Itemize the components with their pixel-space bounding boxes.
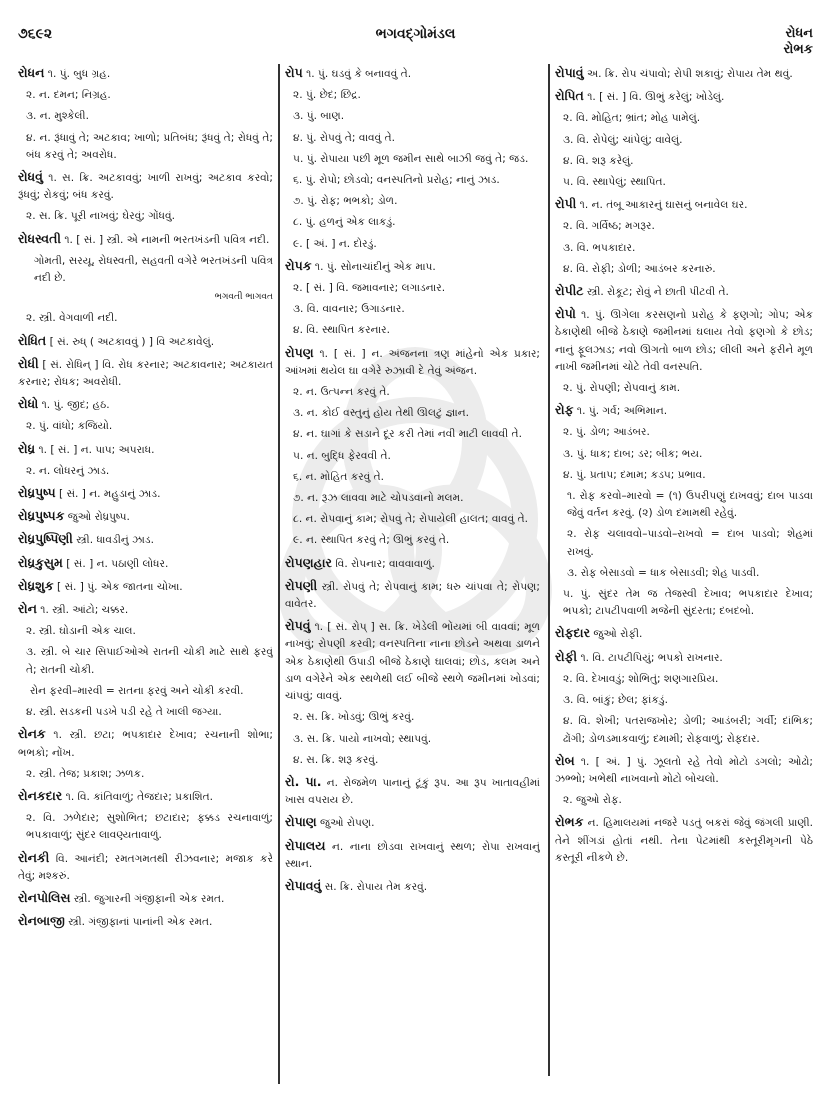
sense-line: ૨. ન. દમન; નિગ્રહ.: [26, 89, 111, 102]
sense-line: ૨. વિ. મોહિત; ભ્રાંત; મોહ પામેલું.: [563, 112, 701, 125]
sense-text: ૧. [ અં. ] પું. ઝૂલતો રહે તેવો મોટો ડગલો; ઓઢો; ઝભ્ભો; ખભેથી નાખવાનો મોટો બોચલો.: [555, 755, 813, 785]
sense-text: સ્ત્રી. રોપવું તે; રોપવાનું કામ; ધરુ ચાંપવા તે; રોપણ; વાવેતર.: [285, 580, 540, 611]
guide-word-last: રોભક: [783, 42, 813, 57]
dictionary-entry: [18, 355, 273, 391]
sense-text: વિ. રોપનાર; વાવવાવાળું.: [335, 557, 435, 570]
sense-line: ૪. વિ. રોફી; ડોળી; આડંબર કરનારું.: [563, 262, 716, 275]
sense-line: ૪. વિ. શરૂ કરેલું.: [563, 154, 634, 167]
headword: રોપાણ: [285, 814, 317, 830]
sense-text: ૧. [ સં. ] વિ. ઊભું કરેલું; ખોડેલું.: [587, 91, 725, 104]
sense-line: ૩. સ. ક્રિ. પાયો નાખવો; સ્થાપવું.: [293, 732, 432, 745]
headword: રોપક: [285, 257, 312, 273]
dictionary-entry: [18, 849, 273, 885]
dictionary-entry: [285, 257, 540, 276]
sense-text: ૧. સ્ત્રી. આંટો; ચક્કર.: [40, 604, 129, 617]
dictionary-entry: [555, 648, 813, 667]
sense-line: ૭. પું. રોફ; ભભકો; ડોળ.: [293, 195, 398, 208]
headword: રોધી: [18, 355, 39, 371]
headword: રોધ્રપુષ્પક: [18, 508, 65, 524]
sense-line: ૮. ન. રોપવાનું કામ; રોપવું તે; રોપાયેલી હાલત; વાવવું તે.: [293, 513, 528, 526]
sense-line: ૨. [ સં. ] વિ. જમાવનાર; લગાડનાર.: [293, 282, 446, 295]
sense-line: ૩. વિ. રોપેલું; ચાંપેલું; વાવેલું.: [563, 133, 683, 146]
dictionary-entry: [555, 813, 813, 867]
dictionary-entry: [285, 577, 540, 613]
dictionary-entry: [555, 64, 813, 83]
sense-text: [ સં. ] ન. મહુડાનું ઝાડ.: [58, 488, 161, 501]
column-3: [555, 64, 813, 1092]
dictionary-entry: [18, 332, 273, 351]
headword: રોફદાર: [555, 625, 591, 641]
headword: રોબ: [555, 752, 575, 768]
sense-line: ૨. જુઓ રોફ.: [563, 794, 622, 807]
idiom-line: ૨. રોફ ચલાવવો–પાડવો–રાખવો = દાબ પાડવો; શેહમાં રાખવું.: [567, 528, 813, 558]
dictionary-entry: [18, 725, 273, 761]
sense-text: જુઓ રોફી.: [593, 628, 643, 641]
dictionary-entry: [18, 912, 273, 931]
sense-text: સ્ત્રી. ધાવડીનું ઝાડ.: [76, 534, 154, 547]
sense-line: ૨. વિ. દેખાવડું; શોભિતું; શણગારપ્રિય.: [563, 672, 719, 685]
dictionary-entry: [18, 554, 273, 573]
headword: રો. પા.: [285, 773, 322, 789]
sense-line: ૨. વિ. ઝળેદાર; સુશોભિત; છટાદાર; ફક્કડ રચનાવાળું; ભપકાવાળું; સુંદર લાવણ્યતાવાળું.: [26, 812, 273, 842]
sense-line: ૨. સ્ત્રી. ઘોડાની એક ચાલ.: [26, 625, 136, 638]
sense-text: [ સં. ] ન. પઠાણી લોધર.: [66, 557, 169, 570]
sense-text: ન. નાના છોડવા રાખવાનું સ્થળ; રોપા રાખવાનું સ્થાન.: [285, 840, 540, 870]
headword: રોપીટ: [555, 283, 584, 299]
headword: રોભક: [555, 814, 584, 830]
headword: રોધો: [18, 396, 39, 412]
dictionary-entry: [18, 787, 273, 806]
idiom-line: ૩. રોફ બેસાડવો = ધાક બેસાડવી; શેહ પાડવી.: [567, 566, 760, 579]
headword: રોપાવવું: [285, 877, 322, 893]
sense-text: ૧. [ સં. ] સ્ત્રી. એ નામની ભરતખંડની પવિત્ર નદી.: [64, 233, 270, 246]
headword: રોફી: [555, 648, 578, 664]
column-divider: [548, 64, 550, 1076]
sense-text: [ સં. રુધ્ ( અટકાવવું ) ] વિ અટકાવેલું.: [49, 335, 215, 348]
dictionary-entry: [285, 877, 540, 896]
sense-line: ૪. વિ. સ્થાપિત કરનાર.: [293, 324, 390, 337]
headword: રોપાલય: [285, 837, 326, 853]
headword: રોધન: [18, 65, 45, 80]
sense-line: ૫. પું. સુંદર તેમ જ તેજસ્વી દેખાવ; ભપકાદાર દેખાવ; ભપકો; ટાપટીપવાળી મજેની સુંદરતા; દબદબો.: [563, 588, 813, 618]
headword: રોપો: [555, 306, 576, 322]
sense-text: ૧. પું. ઊગેલા કરસણનો પ્રરોહ કે ફણગો; ગોપ; એક ઠેકાણેથી બીજે ઠેકાણે જમીનમાં ઘલાય તેવો ફણગો કે છોડ; નાનું ફૂલઝાડ; નવો ઊગતો બાળ છોડ; લીલી અને ફરીને મૂળ નાખી જમીનમાં ચોટે તેવી વનસ્પતિ.: [555, 309, 813, 373]
sense-text: સ. ક્રિ. રોપાય તેમ કરવું.: [324, 880, 428, 893]
headword: રોધ્ર: [18, 440, 36, 456]
dictionary-entry: [285, 813, 540, 832]
sense-line: ૪. પું. પ્રતાપ; દમામ; કડપ; પ્રભાવ.: [563, 468, 706, 481]
sense-text: ૧. પું. બુધ ગ્રહ.: [47, 68, 111, 80]
sense-text: ન. હિમાલયમાં નજરે પડતું બકરાં જેવું જંગલી પ્રાણી. તેને શીંગડાં હોતાં નથી. તેના પેટમાંથી કસ્તૂરીમૃગની પેઠે કસ્તૂરી નીકળે છે.: [555, 817, 813, 864]
sense-line: ૩. પું. બાણ.: [293, 110, 345, 123]
sense-text: ૧. પું. ઘડવું કે બનાવવું તે.: [306, 68, 412, 80]
sense-text: ૧. [ સં. ] ન. પાપ; અપરાધ.: [38, 443, 155, 456]
sense-line: ૨. સ્ત્રી. વેગવાળી નદી.: [26, 312, 118, 325]
dictionary-entry: [18, 577, 273, 596]
sense-line: ૨. સ. ક્રિ. પૂરી નાખવું; ઘેરવું; ગોંધવું.: [26, 210, 175, 223]
dictionary-entry: [285, 554, 540, 573]
sense-text: જુઓ રોધ્રપુષ્પ.: [67, 511, 130, 524]
sense-line: ૯. [ અં. ] ન. દોરડું.: [293, 237, 377, 250]
dictionary-entry: [18, 440, 273, 459]
dictionary-entry: [555, 195, 813, 214]
sense-text: જુઓ રોપણ.: [320, 817, 375, 830]
sense-line: ૪. વિ. શેખી; પતરાજખોર; ડોળી; આડંબરી; ગર્વી; દાંભિક; ઢોંગી; ડોળડમાકવાળું; દમામી; રોફવાળું; રોફદાર.: [563, 715, 813, 745]
sense-text: સ્ત્રી. રોકૂટ; રોવું ને છાતી પીટવી તે.: [586, 286, 729, 299]
headword: રોફ: [555, 402, 574, 418]
headword: રોનકી: [18, 849, 50, 865]
page-header: [18, 16, 813, 66]
sense-line: ૨. સ. ક્રિ. ખોડવું; ઊભું કરવું.: [293, 711, 415, 724]
sense-line: ૪. ન. રૂંધાવું તે; અટકાવ; ખાળો; પ્રતિબંધ; રૂંધવું તે; રોધવું તે; બંધ કરવું તે; અવરોધ.: [26, 131, 273, 161]
column-2: [285, 64, 540, 1092]
dictionary-entry: [555, 305, 813, 376]
sense-line: ૩. પું. ધાક; દાબ; ડર; બીક; ભય.: [563, 447, 703, 460]
sense-line: ૩. વિ. બાંકું; છેલ; ફાંકડું.: [563, 694, 668, 707]
headword: રોપણ: [285, 344, 314, 360]
sense-text: ૧. [ સં. ] ન. અંજનના ત્રણ માંહેનો એક પ્રકાર; આંખમાં થયેલ ઘા વગેરે રુઝાવી દે તેવું અંજન.: [285, 347, 540, 377]
sense-line: ૨. પું. રોપણી; રોપવાનું કામ.: [563, 382, 681, 395]
headword: રોપાવું: [555, 65, 584, 80]
headword: રોનબાજી: [18, 913, 65, 929]
sense-text: [ સં. રોધિન્ ] વિ. રોધ કરનાર; અટકાવનાર; અટકાયત કરનાર; રોધક; અવરોધી.: [18, 358, 273, 389]
headword: રોપિત: [555, 88, 584, 104]
headword: રોધ્રકુસુમ: [18, 554, 63, 570]
headword: રોનકદાર: [18, 787, 63, 803]
running-title: ભગવદ્ગોમંડલ: [375, 26, 456, 42]
sense-line: ૪. ન. ઘાગાં કે સડાને દૂર કરી તેમાં નવી માટી લાવવી તે.: [293, 428, 522, 441]
headword: રોધસ્વતી: [18, 230, 61, 246]
headword: રોધિત: [18, 332, 47, 348]
dictionary-entry: [18, 507, 273, 526]
sense-text: ૧. સ્ત્રી. છટા; ભપકાદાર દેખાવ; રચનાની શોભા; ભભકો; નોંખ.: [18, 729, 273, 759]
sense-line: ૬. ન. મોહિત કરવું તે.: [293, 470, 385, 483]
headword: રોપ: [285, 65, 303, 80]
headword: રોધ્રપુષ્પિણી: [18, 531, 73, 547]
dictionary-entry: [555, 624, 813, 643]
headword: રોનપોલિસ: [18, 889, 71, 905]
dictionary-entry: [555, 752, 813, 788]
sense-text: સ્ત્રી. જુગારની ગંજીફાની એક રમત.: [73, 892, 225, 905]
sense-line: ૩. ન. કોઈ વસ્તુનું હોય તેથી ઊલટું જ્ઞાન.: [293, 407, 470, 420]
sense-line: ૨. પું. વાંધો; કજિયો.: [26, 420, 113, 433]
sense-line: ૪. સ્ત્રી. સડકની પડખે પડી રહે તે ખાલી જગ્યા.: [26, 706, 222, 719]
sense-line: ૩. સ્ત્રી. બે ચાર સિપાઈઓએ રાતની ચોકી માટે સાથે ફરવું તે; રાતની ચોકી.: [26, 646, 273, 676]
sense-line: ૨. પું. છેદ; છિદ્ર.: [293, 89, 361, 102]
sense-text: વિ. આનંદી; રમતગમતથી રીઝવનાર; મજાક કરે તેવું; મશ્કરું.: [18, 852, 273, 882]
dictionary-entry: [18, 600, 273, 619]
sense-line: ૩. વિ. વાવનાર; ઉગાડનાર.: [293, 303, 405, 316]
sense-text: સ્ત્રી. ગંજીફાનાં પાનાંની એક રમત.: [68, 916, 213, 929]
sense-line: ૬. પું. રોપો; છોડવો; વનસ્પતિનો પ્રરોહ; નાનું ઝાડ.: [293, 174, 500, 187]
dictionary-entry: [285, 837, 540, 873]
sense-text: [ સં. ] પું. એક જાતના ચોખા.: [56, 580, 183, 593]
guide-words: [783, 26, 813, 58]
column-1: [18, 64, 273, 1092]
sense-text: ન. રોજમેળ પાનાનું ટૂંકું રૂપ. આ રૂપ ખાતાવહીમાં ખાસ વપરાય છે.: [285, 776, 540, 807]
dictionary-entry: [285, 773, 540, 809]
sense-line: ૨. ન. લોધરનું ઝાડ.: [26, 464, 110, 477]
headword: રોધ્રશુક: [18, 577, 54, 593]
dictionary-entry: [18, 889, 273, 908]
sense-text: ૧. વિ. કાંતિવાળું; તેજદાર; પ્રકાશિત.: [65, 790, 214, 803]
sense-line: ૮. પું. હળનું એક લાકડું.: [293, 216, 396, 229]
headword: રોનક: [18, 726, 46, 742]
headword: રોપી: [555, 196, 577, 212]
sense-line: ૫. પું. રોપાયા પછી મૂળ જમીન સાથે બાઝી જવું તે; જડ.: [293, 152, 529, 165]
dictionary-entry: [285, 64, 540, 83]
column-divider: [278, 64, 280, 1084]
sense-line: ૨. ન. ઉત્પન્ન કરવું તે.: [293, 386, 390, 399]
sense-line: ૪. સ. ક્રિ. શરૂ કરવું.: [293, 753, 379, 766]
sense-line: ૭. ન. રૂઝ લાવવા માટે ચોપડવાનો મલમ.: [293, 492, 464, 505]
sense-text: ૧. સ. ક્રિ. અટકાવવું; ખાળી રાખવું; અટકાવ કરવો; રૂંધવું; રોકવું; બંધ કરવું.: [18, 172, 273, 202]
sense-line: ૫. વિ. સ્થાપેલું; સ્થાપિત.: [563, 176, 666, 189]
sense-line: ૨. સ્ત્રી. તેજ; પ્રકાશ; ઝળક.: [26, 767, 145, 780]
sense-line: ૩. ન. મુશ્કેલી.: [26, 110, 89, 123]
sense-line: ૩. વિ. ભપકાદાર.: [563, 241, 636, 254]
sense-text: ૧. વિ. ટાપટીપિયું; ભપકો રાખનાર.: [580, 651, 723, 664]
idiom-line: ૧. રોફ કરવો–મારવો = (૧) ઉપરીપણું દાખવવું; દાબ પાડવા જેવું વર્તન કરવું. (૨) ડોળ દમામથી રહેવું.: [567, 490, 813, 520]
usage-quote: ગોમતી, સરયૂ, રોધસ્વતી, સહવતી વગેરે ભરતખંડની પવિત્ર નદી છે.: [34, 254, 273, 285]
guide-word-first: રોધન: [785, 26, 813, 41]
dictionary-entry: [555, 87, 813, 106]
sense-line: ૪. પું. રોપવું તે; વાવવું તે.: [293, 131, 395, 144]
idiom-line: રોન ફરવી–મારવી = રાતના ફરવું અને ચોકી કરવી.: [30, 684, 244, 697]
headword: રોપવું: [285, 618, 311, 634]
sense-text: ૧. પું. જીદ; હઠ.: [41, 399, 110, 412]
page-number: ૭૬૯૨: [18, 26, 53, 42]
dictionary-entry: [18, 395, 273, 414]
dictionary-entry: [18, 168, 273, 204]
sense-text: ૧. પું. સોનાચાંદીનું એક માપ.: [314, 260, 436, 273]
dictionary-entry: [555, 282, 813, 301]
headword: રોધવું: [18, 169, 43, 185]
sense-text: ૧. ન. તંબૂ આકારનું ઘાસનું બનાવેલ ઘર.: [579, 199, 748, 212]
sense-line: ૫. ન. બુદ્ધિ ફેરવવી તે.: [293, 449, 391, 462]
quote-source: ભગવતી ભાગવત: [214, 292, 273, 303]
sense-text: અ. ક્રિ. રોપ ચંપાવો; રોપી શકાવું; રોપાય તેમ થવું.: [586, 68, 793, 80]
sense-line: ૨. વિ. ગર્વિષ્ઠ; મગરૂર.: [563, 220, 655, 233]
dictionary-entry: [18, 64, 273, 83]
headword: રોન: [18, 601, 37, 617]
headword: રોપણી: [285, 577, 318, 593]
sense-line: ૨. પું. ડોળ; આડંબર.: [563, 426, 650, 439]
headword: રોપણહાર: [285, 554, 333, 570]
headword: રોધ્રપુષ્પ: [18, 485, 56, 501]
sense-text: ૧. [ સં. રોપ્ ] સ. ક્રિ. ખેડેલી ભોંયમાં બી વાવવાં; મૂળ નાખવું; રોપણી કરવી; વનસ્પતિના નાના છોડને અથવા ડાળને એક ઠેકાણેથી ઉપાડી બીજે ઠેકાણે ઘાલવાં; છોડ, કલમ અને ડાળ વગેરેને એક સ્થળેથી લઈ બીજે સ્થળે જમીનમાં ખોડવાં; ચાંપવું; વાવવું.: [285, 621, 540, 703]
dictionary-entry: [18, 230, 273, 249]
dictionary-entry: [285, 344, 540, 380]
dictionary-entry: [555, 401, 813, 420]
sense-text: ૧. પું. ગર્વ; અભિમાન.: [576, 405, 668, 418]
dictionary-entry: [18, 530, 273, 549]
dictionary-entry: [18, 484, 273, 503]
sense-line: ૯. ન. સ્થાપિત કરવું તે; ઊભું કરવું તે.: [293, 534, 450, 547]
dictionary-entry: [285, 617, 540, 705]
